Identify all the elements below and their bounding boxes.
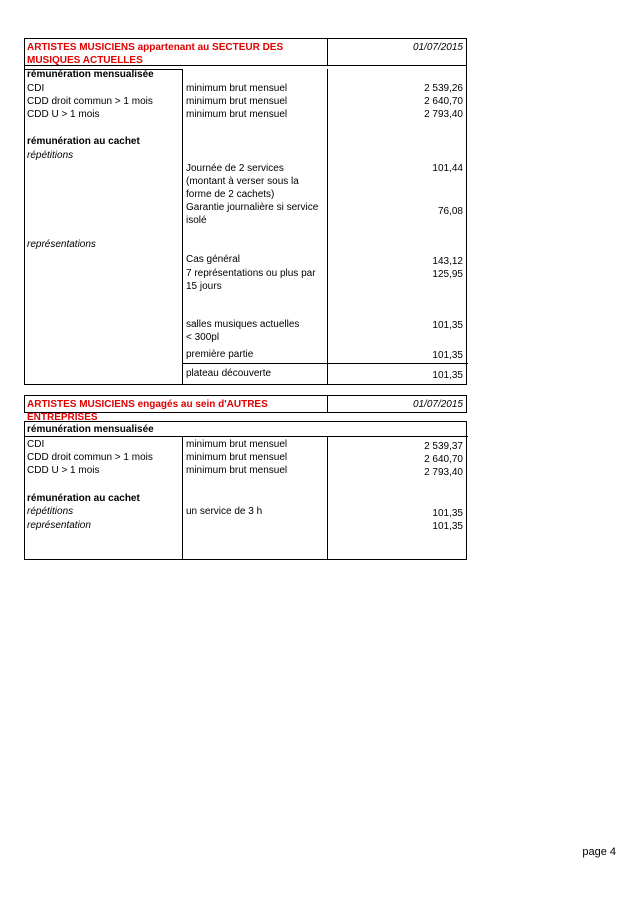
row-description: première partie [186, 349, 254, 360]
section-heading: rémunération au cachet [27, 136, 140, 147]
contract-label: CDD U > 1 mois [27, 109, 100, 120]
page-number: page 4 [582, 846, 616, 858]
row-value: 76,08 [437, 206, 463, 217]
row-description: minimum brut mensuel [186, 96, 288, 107]
table-date: 01/07/2015 [412, 42, 463, 53]
row-description: Journée de 2 services [186, 163, 284, 174]
table-title: ARTISTES MUSICIENS engagés au sein d'AUTRES ENTREPRISES [27, 399, 268, 423]
row-value: 101,35 [432, 508, 463, 519]
table-date: 01/07/2015 [412, 399, 463, 410]
row-description: 7 représentations ou plus par [186, 268, 316, 279]
row-value: 101,44 [432, 163, 463, 174]
row-value: 2 539,26 [424, 83, 463, 94]
subsection-label: représentation [27, 520, 91, 531]
section-heading: rémunération mensualisée [27, 69, 154, 80]
row-description: (montant à verser sous la [186, 176, 299, 187]
row-description: minimum brut mensuel [186, 465, 288, 476]
row-value: 101,35 [432, 521, 463, 532]
row-value: 2 793,40 [424, 109, 463, 120]
table-musiques-actuelles [24, 38, 467, 385]
table-header [24, 38, 467, 66]
table-autres-entreprises [24, 395, 467, 560]
contract-label: CDD droit commun > 1 mois [27, 452, 153, 463]
row-value: 101,35 [432, 320, 463, 331]
subsection-label: représentations [27, 239, 96, 250]
row-description: plateau découverte [186, 368, 272, 379]
section-heading: rémunération mensualisée [27, 424, 154, 435]
table-body [24, 66, 467, 385]
row-description: minimum brut mensuel [186, 452, 288, 463]
subsection-label: répétitions [27, 150, 74, 161]
row-value: 2 640,70 [424, 454, 463, 465]
row-description: salles musiques actuelles [186, 319, 300, 330]
row-description: forme de 2 cachets) [186, 189, 275, 200]
table-header [24, 395, 467, 423]
row-value: 143,12 [432, 256, 463, 267]
row-description: < 300pl [186, 332, 220, 343]
contract-label: CDI [27, 83, 45, 94]
section-heading: rémunération au cachet [27, 493, 140, 504]
row-description: isolé [186, 215, 207, 226]
table-title: ARTISTES MUSICIENS appartenant au SECTEUR DES MUSIQUES ACTUELLES [27, 42, 284, 66]
row-description: Garantie journalière si service [186, 202, 319, 213]
contract-label: CDI [27, 439, 45, 450]
contract-label: CDD droit commun > 1 mois [27, 96, 153, 107]
row-description: minimum brut mensuel [186, 83, 288, 94]
contract-label: CDD U > 1 mois [27, 465, 100, 476]
row-value: 2 539,37 [424, 441, 463, 452]
row-description: Cas général [186, 254, 240, 265]
row-description: un service de 3 h [186, 506, 263, 517]
row-value: 101,35 [432, 350, 463, 361]
row-description: minimum brut mensuel [186, 109, 288, 120]
row-value: 2 793,40 [424, 467, 463, 478]
row-value: 101,35 [432, 370, 463, 381]
table-body [24, 421, 467, 560]
row-value: 125,95 [432, 269, 463, 280]
row-description: minimum brut mensuel [186, 439, 288, 450]
subsection-label: répétitions [27, 506, 74, 517]
row-value: 2 640,70 [424, 96, 463, 107]
row-description: 15 jours [186, 281, 222, 292]
